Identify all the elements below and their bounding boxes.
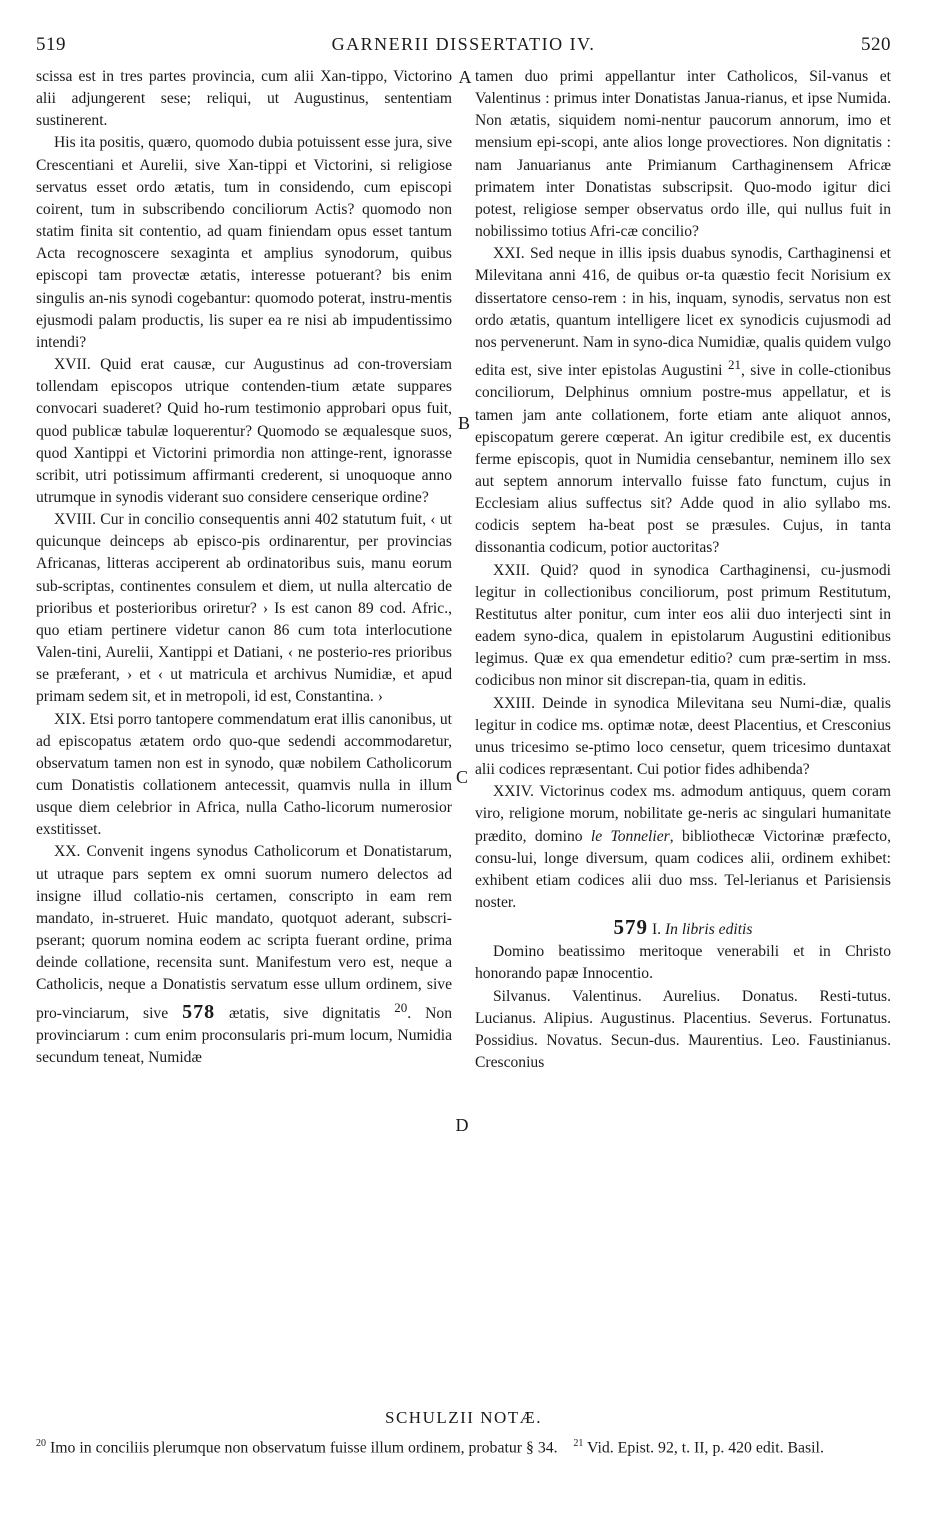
footnote-ref: 21 bbox=[727, 357, 741, 373]
text-run: XX. Convenit ingens synodus Catholicorum et Donatistarum, ut utraque pars septem ex omni suorum numero delectos ad insigne illud collatio-nis certamen, conscripto in eam rem mandato, in-strueret. Huic mandato, quotquot aderant, subscri-pserant; quorum nomina eodem ac scripta fuerant ordine, prima deinde collatione, recensita sunt. Manifestum vero est, neque a Catholicis, neque a Donatistis servatum esse ullum ordinem, sive pro-vinciarum, sive bbox=[36, 843, 452, 1022]
paragraph-xxiv bbox=[475, 781, 891, 914]
paragraph-xxii: XXII. Quid? quod in synodica Carthaginensi, cu-jusmodi legitur in collectionibus conciliorum, post primum Restitutum, Restitutus alter ponitur, cum inter eos alii duo interjecti sint in eadem syno-dica, qualem in epistolarum Augustini editionibus legimus. Quæ ex qua emendetur editio? cum præ-sertim in mss. codicibus non minor sit discrepan-tia, quam in editis. bbox=[475, 561, 891, 690]
paragraph: His ita positis, quæro, quomodo dubia potuissent esse jura, sive Crescentiani et Aurelii, sive Xan-tippi et Victorini, si religiose servatus esset ordo ætatis, tum in considendo, cum episcopi coirent, tum in subscribendo conciliorum Actis? quomodo non statim finita sit contentio, ad quam finiendam opus esset tantum Acta recognoscere sexaginta et amplius synodorum, quibus episcopi tam provectæ ætatis, interesse potuerant? bis enim singulis an-nis synodi cogebantur: quomodo poterat, instru-mentis ejusmodi palam productis, lis super ea re nisi ab impudentissimo intendi? bbox=[36, 134, 452, 351]
original-column-number: 579 bbox=[613, 915, 649, 940]
paragraph: scissa est in tres partes provincia, cum alii Xan-tippo, Victorino alii adjungerent sese; reliqui, ut Augustinus, sententiam sustinerent. bbox=[36, 68, 452, 130]
paragraph-xviii: XVIII. Cur in concilio consequentis anni 402 statutum fuit, ‹ ut quicunque deinceps ab episco-pis ordinarentur, per provincias Africanas, litteras acciperent ab ordinatoribus suis, manu eorum sub-scriptas, continentes consulem et diem, ut nulla altercatio de prioribus et posterioribus oriretur? › Is est canon 89 cod. Afric., quo etiam pertinere videtur canon 86 cum tota interlocutione Valen-tini, Aurelii, Xantippi et Datiani, ‹ ne posterio-res prioribus se præferant, › et ‹ ut matricula et archivus Numidiæ, et apud primam sedem sit, et in metropoli, id est, Constantina. › bbox=[36, 511, 452, 706]
heading-roman: I. bbox=[651, 921, 662, 939]
text-run: XXI. Sed neque in illis ipsis duabus synodis, Carthaginensi et Milevitana anni 416, de quibus or-ta quæstio fecit Norisium ex dissertatore censo-rem : in his, inquam, synodis, servatus non est ordo ætatis, quantum intelligere licet ex synodicis cujusmodi ad nos pervenerunt. Nam in syno-dica Numidiæ, qualis quidem vulgo edita est, sive inter epistolas Augustini bbox=[475, 245, 891, 380]
paragraph-xvii: XVII. Quid erat causæ, cur Augustinus ad con-troversiam tollendam episcopos utrique contenden-tium ætate suppares convocari suaderet? Quid ho-rum testimonio approbari opus fuit, quod publicæ tabulæ loquerentur? Quomodo se æqualesque suos, quod Xantippi et Victorini primordia non attinge-rent, ignorasse scribit, utri potissimum affirmanti crederent, si unoquoque anno utrumque in synodis viderant suo considere censerique ordine? bbox=[36, 356, 452, 506]
running-title: GARNERII DISSERTATIO IV. bbox=[331, 34, 596, 54]
paragraph: tamen duo primi appellantur inter Catholicos, Sil-vanus et Valentinus : primus inter Donatistas Janua-rianus, et ipse Numida. Non ætatis, siquidem nomi-nentur paucorum annorum, imo et mensium epi-scopi, ante alios longe provectiores. Non dignitatis : nam Januarianus ante Primianum Carthaginensem Africæ primatem inter Donatistas subscripsit. Quo-modo igitur dici potest, religiose semper observatus ordo ille, qui nullus fuit in nobilissimo totius Afri-cæ concilio? bbox=[475, 68, 891, 241]
address-line: Domino beatissimo meritoque venerabili et in Christo honorando papæ Innocentio. bbox=[475, 943, 891, 983]
footnotes bbox=[36, 1433, 892, 1458]
section-heading bbox=[475, 916, 891, 941]
margin-letter-b: B bbox=[457, 413, 470, 433]
footnote-ref: 20 bbox=[394, 999, 408, 1015]
heading-text: In libris editis bbox=[664, 921, 753, 939]
footnote-text: Imo in conciliis plerumque non observatum fuisse illum ordinem, probatur § 34. bbox=[49, 1439, 558, 1457]
text-run: , sive in colle-ctionibus conciliorum, Delphinus omnium postre-mus appellatur, et is tamen jam ante collationem, forte etiam ante aliquot annos, episcopatum gerere cœperat. An igitur credibile est, ex ducentis ferme episcopis, quot in Numidia censebantur, neminem illo sex aut septem annorum intervallo fuisse fato functum, cujus in Ecclesiam alius suffectus sit? Adde quod in alio syllabo ms. codicis septem ha-beat post se præsules. Cujus, in tanta dissonantia codicum, potior auctoritas? bbox=[475, 362, 891, 557]
margin-letter-d: D bbox=[455, 1115, 469, 1135]
paragraph-xxiii: XXIII. Deinde in synodica Milevitana seu Numi-diæ, qualis legitur in codice ms. optimæ notæ, deest Placentius, et Cresconius unus tricesimo se-ptimo loco censetur, quem tricesimo duntaxat alii codices repræsentant. Cui potior fides adhibenda? bbox=[475, 694, 891, 779]
paragraph-xx bbox=[36, 841, 452, 1069]
left-column bbox=[36, 66, 452, 1069]
text-run: . Non provinciarum : cum enim proconsularis pri-mum locum, Numidia secundum teneat, Numidæ bbox=[36, 1004, 452, 1067]
footnote-marker: 20 bbox=[36, 1438, 46, 1449]
text-run: , bibliothecæ Victorinæ præfecto, consu-lui, longe diversum, quam codices alii, ordinem exhibet: exhibent etiam codices alii duo mss. Tel-lerianus et Parisiensis noster. bbox=[475, 827, 891, 911]
margin-letter-c: C bbox=[455, 767, 468, 787]
signatories-list: Silvanus. Valentinus. Aurelius. Donatus. Resti-tutus. Lucianus. Alipius. Augustinus. Placentius. Severus. Fortunatus. Possidius. Novatus. Secun-dus. Maurentius. Leo. Faustinianus. Cresconius bbox=[475, 987, 891, 1072]
right-page-number: 520 bbox=[861, 34, 891, 55]
footnote-text: Vid. Epist. 92, t. II, p. 420 edit. Basil. bbox=[587, 1439, 824, 1457]
left-page-number: 519 bbox=[36, 34, 66, 55]
italic-name: le Tonnelier bbox=[590, 827, 670, 845]
text-run: ætatis, sive dignitatis bbox=[229, 1004, 381, 1022]
right-column bbox=[475, 66, 891, 1074]
text-run: XXIV. Victorinus codex ms. admodum antiquus, quem coram viro, religione morum, nobilitate ge-neris ac singulari humanitate prædito, domino bbox=[475, 783, 891, 845]
paragraph-xix: XIX. Etsi porro tantopere commendatum erat illis canonibus, ut ad episcopatus ætatem ordo quo-que sedendi accommodaretur, observatum tamen non est in synodo, quæ nobilem Catholicorum cum Donatistis collationem antecessit, quamvis nulla in illum usque diem celebrior in Africa, nulla Catho-licorum numerosior exstitisset. bbox=[36, 710, 452, 839]
original-column-number: 578 bbox=[182, 1000, 216, 1023]
notes-title: SCHULZII NOTÆ. bbox=[385, 1408, 542, 1427]
paragraph-xxi bbox=[475, 243, 891, 559]
footnote-marker: 21 bbox=[573, 1438, 584, 1449]
margin-letter-a: A bbox=[458, 67, 472, 87]
running-header bbox=[36, 34, 891, 64]
